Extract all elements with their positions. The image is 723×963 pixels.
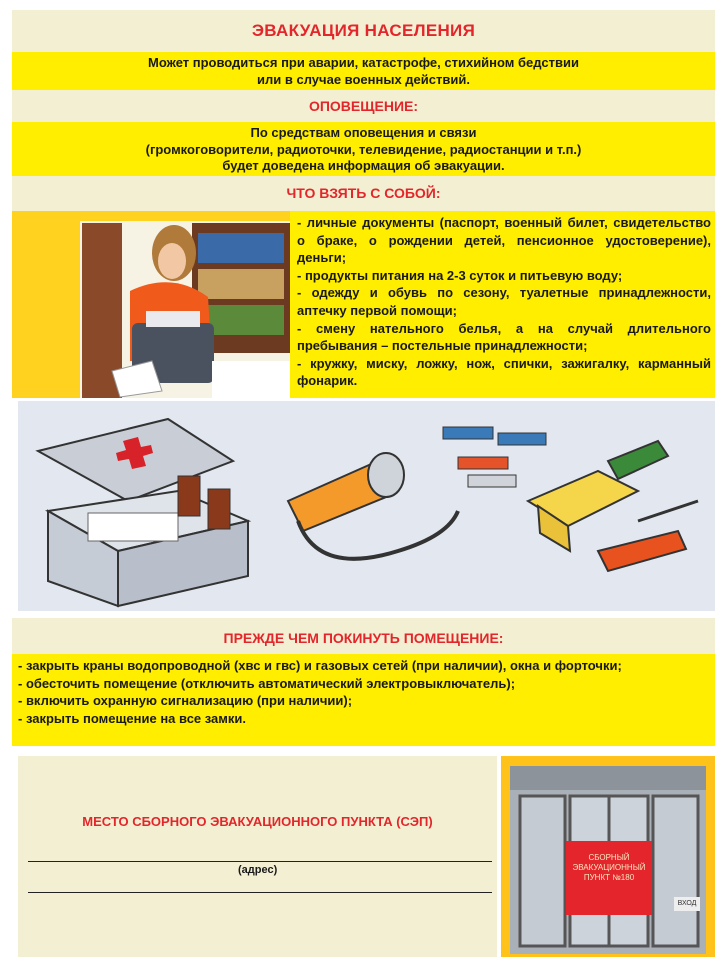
list-item: - закрыть помещение на все замки.: [18, 710, 247, 726]
page-title: ЭВАКУАЦИЯ НАСЕЛЕНИЯ: [12, 10, 715, 52]
list-item: - включить охранную сигнализацию (при наличии);: [18, 693, 353, 708]
address-line-2: [28, 892, 492, 893]
list-item: - смену нательного белья, а на случай длительного пребывания – постельные принадлежности;: [297, 320, 711, 354]
list-item: - кружку, миску, ложку, нож, спички, зажигалку, карманный фонарик.: [297, 355, 711, 389]
what-to-take-section: [12, 211, 715, 398]
intro-line-2: или в случае военных действий.: [257, 71, 470, 87]
assembly-sign: [566, 841, 652, 915]
list-item: - обесточить помещение (отключить автоматический электровыключатель);: [18, 675, 516, 691]
assembly-point-photo: [501, 756, 715, 957]
building-entrance-photo: [510, 766, 706, 954]
list-item: - одежду и обувь по сезону, туалетные принадлежности, аптечку первой помощи;: [297, 285, 711, 318]
assembly-point-title: МЕСТО СБОРНОГО ЭВАКУАЦИОННОГО ПУНКТА (СЭП): [82, 814, 433, 829]
intro-line-1: Может проводиться при аварии, катастрофе, стихийном бедствии: [148, 55, 579, 70]
notification-line-3: будет доведена информация об эвакуации.: [222, 158, 505, 173]
list-item: - продукты питания на 2-3 суток и питьевую воду;: [297, 267, 623, 283]
assembly-point-panel: [18, 756, 497, 957]
notification-line-1: По средствам оповещения и связи: [250, 125, 477, 140]
sign-line-2: ЭВАКУАЦИОННЫЙ: [572, 863, 646, 872]
address-line-1: [28, 861, 492, 862]
entrance-sign: ВХОД: [674, 897, 700, 911]
address-label: (адрес): [238, 864, 278, 876]
what-to-take-heading: ЧТО ВЗЯТЬ С СОБОЙ:: [12, 176, 715, 211]
before-leaving-heading: ПРЕЖДЕ ЧЕМ ПОКИНУТЬ ПОМЕЩЕНИЕ:: [12, 618, 715, 654]
sign-line-3: ПУНКТ №180: [583, 873, 635, 882]
notification-heading: ОПОВЕЩЕНИЕ:: [12, 90, 715, 122]
emergency-kit-illustration: [18, 401, 715, 611]
intro-block: [12, 52, 715, 90]
notification-block: [12, 122, 715, 176]
before-leaving-list: [12, 654, 715, 746]
what-to-take-list: [290, 211, 715, 398]
sign-line-1: СБОРНЫЙ: [588, 853, 630, 862]
list-item: - закрыть краны водопроводной (хвс и гвс) и газовых сетей (при наличии), окна и форточки;: [18, 658, 622, 673]
notification-line-2: (громкоговорители, радиоточки, телевидение, радиостанции и т.п.): [145, 141, 582, 157]
list-item: - личные документы (паспорт, военный билет, свидетельство о браке, о рождении детей, пенсионное удостоверение), деньги;: [297, 215, 711, 266]
woman-packing-illustration: [12, 211, 290, 398]
